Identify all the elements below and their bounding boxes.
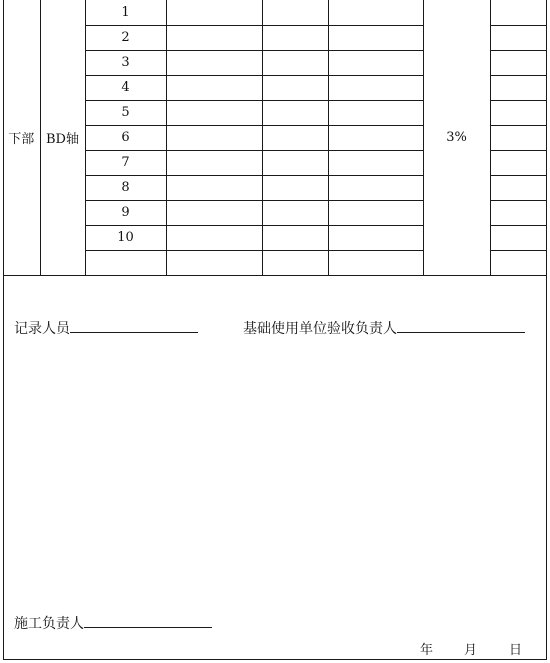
- value-cell[interactable]: [262, 25, 328, 50]
- value-cell[interactable]: [328, 150, 423, 175]
- value-cell[interactable]: [166, 150, 262, 175]
- acceptor-label: 基础使用单位验收负责人: [243, 321, 397, 337]
- value-cell[interactable]: [166, 25, 262, 50]
- value-cell[interactable]: [166, 75, 262, 100]
- value-cell[interactable]: [490, 50, 547, 75]
- value-cell[interactable]: [328, 0, 423, 25]
- value-cell[interactable]: [328, 100, 423, 125]
- point-number-cell: 9: [85, 200, 166, 225]
- value-cell[interactable]: [262, 250, 328, 275]
- date-month: 月: [464, 643, 478, 658]
- value-cell[interactable]: [262, 50, 328, 75]
- value-cell[interactable]: [328, 175, 423, 200]
- recorder-label: 记录人员: [14, 321, 70, 337]
- measurement-table: [3, 0, 547, 276]
- value-cell[interactable]: [328, 25, 423, 50]
- value-cell[interactable]: [490, 0, 547, 25]
- value-cell[interactable]: [166, 200, 262, 225]
- acceptor-line[interactable]: [397, 318, 525, 333]
- point-number-cell: 10: [85, 225, 166, 250]
- value-cell[interactable]: [490, 125, 547, 150]
- value-cell[interactable]: [490, 225, 547, 250]
- value-cell[interactable]: [490, 100, 547, 125]
- value-cell[interactable]: [166, 125, 262, 150]
- acceptor-signature: [243, 318, 525, 338]
- value-cell[interactable]: [166, 250, 262, 275]
- value-cell[interactable]: [490, 175, 547, 200]
- value-cell[interactable]: [262, 75, 328, 100]
- value-cell[interactable]: [262, 0, 328, 25]
- value-cell[interactable]: [328, 50, 423, 75]
- point-number-cell: [85, 250, 166, 275]
- point-number-cell: 8: [85, 175, 166, 200]
- part-cell: 下部: [3, 0, 40, 275]
- date-year: 年: [420, 643, 434, 658]
- point-number-cell: 4: [85, 75, 166, 100]
- value-cell[interactable]: [328, 250, 423, 275]
- value-cell[interactable]: [262, 200, 328, 225]
- value-cell[interactable]: [328, 75, 423, 100]
- value-cell[interactable]: [262, 225, 328, 250]
- value-cell[interactable]: [490, 250, 547, 275]
- value-cell[interactable]: [262, 150, 328, 175]
- point-number-cell: 1: [85, 0, 166, 25]
- table-row: [3, 0, 547, 25]
- point-number-cell: 3: [85, 50, 166, 75]
- point-number-cell: 2: [85, 25, 166, 50]
- value-cell[interactable]: [166, 0, 262, 25]
- value-cell[interactable]: [328, 225, 423, 250]
- recorder-line[interactable]: [70, 318, 198, 333]
- value-cell[interactable]: [166, 50, 262, 75]
- value-cell[interactable]: [262, 125, 328, 150]
- constructor-line[interactable]: [84, 613, 212, 628]
- value-cell[interactable]: [490, 150, 547, 175]
- value-cell[interactable]: [262, 100, 328, 125]
- axis-cell: BD轴: [40, 0, 85, 275]
- constructor-signature: [14, 613, 212, 633]
- point-number-cell: 5: [85, 100, 166, 125]
- value-cell[interactable]: [490, 25, 547, 50]
- value-cell[interactable]: [490, 200, 547, 225]
- value-cell[interactable]: [262, 175, 328, 200]
- value-cell[interactable]: [166, 225, 262, 250]
- recorder-signature: [14, 318, 198, 338]
- constructor-label: 施工负责人: [14, 616, 84, 632]
- value-cell[interactable]: [490, 75, 547, 100]
- point-number-cell: 6: [85, 125, 166, 150]
- value-cell[interactable]: [166, 175, 262, 200]
- date-day: 日: [509, 643, 523, 658]
- value-cell[interactable]: [328, 200, 423, 225]
- point-number-cell: 7: [85, 150, 166, 175]
- value-cell[interactable]: [166, 100, 262, 125]
- value-cell[interactable]: [328, 125, 423, 150]
- ratio-cell: 3%: [423, 0, 490, 275]
